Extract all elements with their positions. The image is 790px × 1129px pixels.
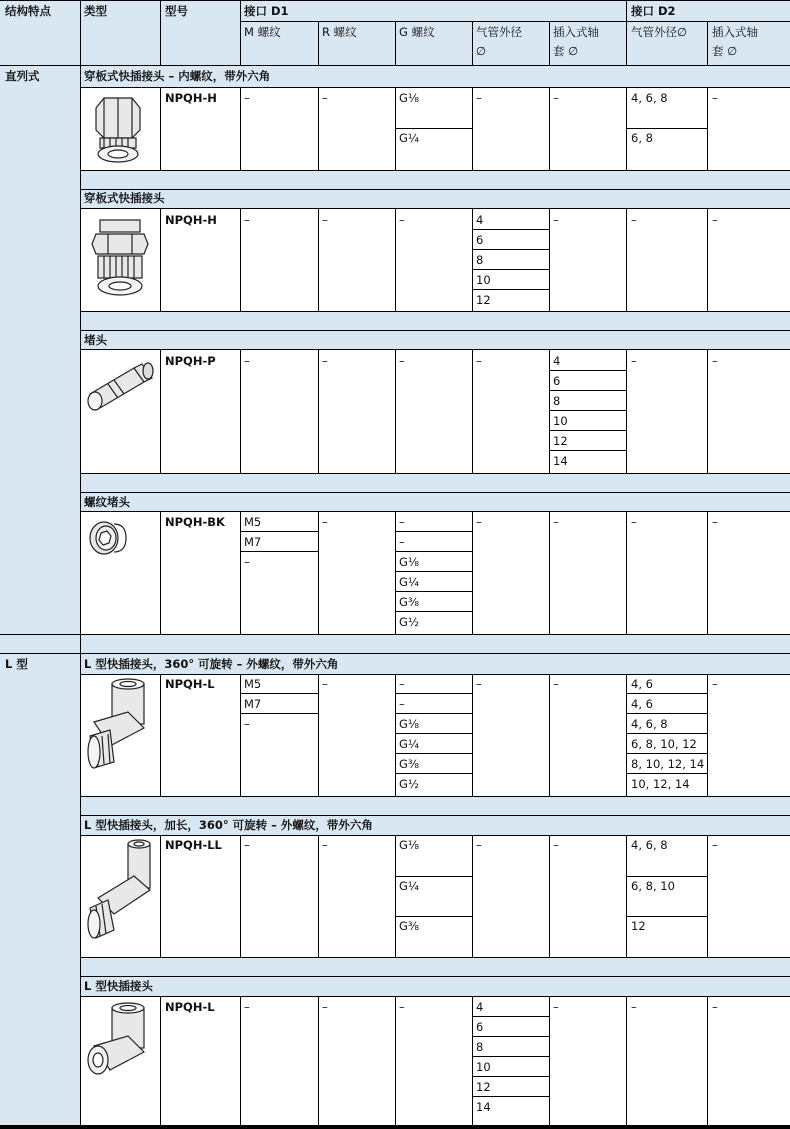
grid-line: [318, 674, 319, 796]
grid-line: [395, 916, 472, 917]
grid-line: [472, 21, 473, 66]
cell-value: –: [322, 677, 328, 691]
grid-line: [549, 21, 550, 66]
cell-value: –: [476, 515, 482, 529]
cell-value: 12: [476, 1080, 491, 1094]
group-gap-shade: [0, 635, 790, 654]
grid-line: [318, 87, 319, 170]
grid-line: [160, 208, 161, 311]
cell-value: 6, 8, 10, 12: [631, 737, 697, 751]
cell-value: G¼: [399, 575, 420, 589]
grid-line: [707, 208, 708, 311]
cell-value: M5: [244, 677, 262, 691]
grid-line: [80, 330, 790, 331]
grid-line: [707, 87, 708, 170]
cell-value: 4, 6: [631, 677, 653, 691]
grid-line: [395, 753, 472, 754]
cell-value: 10, 12, 14: [631, 777, 690, 791]
grid-line: [395, 571, 472, 572]
grid-line: [80, 796, 790, 797]
grid-line: [626, 876, 707, 877]
grid-line: [707, 674, 708, 796]
grid-line: [160, 0, 161, 66]
l-fitting-image: [84, 676, 158, 792]
cell-value: 4: [476, 213, 484, 227]
grid-line: [707, 835, 708, 957]
grid-line: [395, 128, 472, 129]
header-tube-od: 气管外径: [476, 25, 522, 39]
cell-value: –: [244, 354, 250, 368]
grid-line: [472, 87, 473, 170]
cell-value: 12: [476, 293, 491, 307]
header-m-thread: M 螺纹: [244, 25, 281, 39]
cell-value: –: [631, 1000, 637, 1014]
grid-line: [395, 693, 472, 694]
grid-line: [549, 996, 550, 1125]
cell-value: 4, 6, 8: [631, 91, 668, 105]
cell-value: –: [322, 838, 328, 852]
grid-line: [395, 21, 396, 66]
cell-value: –: [631, 354, 637, 368]
cell-value: –: [712, 1000, 718, 1014]
header-tube-od-symbol: ∅: [476, 44, 487, 58]
cell-value: –: [712, 213, 718, 227]
cell-value: –: [476, 838, 482, 852]
grid-line: [472, 1016, 549, 1017]
cell-value: –: [244, 1000, 250, 1014]
bulkhead-fitting-image: [84, 212, 158, 306]
header-type: 类型: [84, 4, 107, 18]
cell-value: 6: [476, 1020, 484, 1034]
cell-value: M5: [244, 515, 262, 529]
grid-line: [626, 0, 627, 66]
cell-value: –: [553, 1000, 559, 1014]
cell-value: 10: [476, 1060, 491, 1074]
cell-value: 10: [476, 273, 491, 287]
grid-line: [160, 511, 161, 634]
grid-line: [549, 390, 626, 391]
grid-line: [395, 591, 472, 592]
grid-line: [240, 713, 318, 714]
cell-value: –: [712, 91, 718, 105]
grid-line: [318, 835, 319, 957]
cell-value: –: [244, 213, 250, 227]
grid-line: [472, 674, 473, 796]
blanking-plug-image: [84, 354, 158, 420]
cell-value: G⅛: [399, 717, 420, 731]
grid-line: [240, 0, 241, 66]
grid-line: [472, 1056, 549, 1057]
cell-value: 4: [476, 1000, 484, 1014]
header-model: 型号: [165, 4, 188, 18]
l-fitting-long-image: [84, 838, 158, 954]
grid-line: [626, 916, 707, 917]
grid-line: [395, 208, 396, 311]
grid-line: [160, 996, 161, 1125]
grid-line: [549, 208, 550, 311]
header-d2-plugin: 插入式轴: [712, 25, 758, 39]
grid-line: [80, 473, 790, 474]
grid-line: [707, 349, 708, 473]
cell-value: 14: [476, 1100, 491, 1114]
header-g-thread: G 螺纹: [399, 25, 435, 39]
grid-line: [472, 835, 473, 957]
grid-line: [626, 753, 707, 754]
grid-line: [80, 996, 790, 997]
cell-value: –: [244, 838, 250, 852]
cell-value: –: [322, 213, 328, 227]
grid-line: [318, 208, 319, 311]
cell-value: –: [399, 697, 405, 711]
grid-line: [395, 511, 396, 634]
header-plugin-2: 套 ∅: [553, 44, 579, 58]
header-port-d2: 接口 D2: [631, 4, 676, 18]
cell-value: –: [712, 354, 718, 368]
grid-line: [626, 733, 707, 734]
cell-value: 12: [631, 919, 646, 933]
grid-line: [472, 349, 473, 473]
section-title: 穿板式快插接头: [84, 191, 165, 205]
cell-value: –: [476, 91, 482, 105]
cell-value: –: [712, 838, 718, 852]
group-straight: 直列式: [5, 69, 40, 83]
cell-value: –: [399, 515, 405, 529]
grid-line: [80, 208, 790, 209]
cell-value: –: [631, 213, 637, 227]
cell-value: –: [244, 717, 250, 731]
grid-line: [472, 511, 473, 634]
header-r-thread: R 螺纹: [322, 25, 357, 39]
cell-value: 4, 6, 8: [631, 717, 668, 731]
cell-value: –: [399, 677, 405, 691]
grid-line: [626, 208, 627, 311]
model-code: NPQH-LL: [165, 838, 222, 852]
grid-line: [626, 349, 627, 473]
grid-line: [0, 653, 790, 654]
grid-line: [80, 349, 790, 350]
section-title: 螺纹堵头: [84, 495, 130, 509]
grid-line: [240, 531, 318, 532]
grid-line: [626, 773, 707, 774]
cell-value: 4: [553, 354, 561, 368]
cell-value: G¼: [399, 737, 420, 751]
cell-value: –: [476, 677, 482, 691]
cell-value: –: [399, 535, 405, 549]
grid-line: [80, 311, 790, 312]
grid-line: [395, 713, 472, 714]
model-code: NPQH-H: [165, 91, 217, 105]
cell-value: 6: [476, 233, 484, 247]
grid-line: [240, 835, 241, 957]
grid-line: [80, 835, 790, 836]
section-title: 堵头: [84, 333, 107, 347]
cell-value: 4, 6, 8: [631, 838, 668, 852]
grid-line: [472, 249, 549, 250]
grid-line: [707, 21, 708, 66]
cell-value: 8, 10, 12, 14: [631, 757, 705, 771]
model-code: NPQH-L: [165, 677, 215, 691]
cell-value: –: [553, 515, 559, 529]
cell-value: G⅛: [399, 555, 420, 569]
cell-value: M7: [244, 535, 262, 549]
cell-value: G⅜: [399, 919, 420, 933]
grid-line: [549, 349, 550, 473]
grid-line: [472, 1096, 549, 1097]
cell-value: –: [476, 354, 482, 368]
model-code: NPQH-BK: [165, 515, 225, 529]
grid-line: [549, 410, 626, 411]
grid-line: [626, 713, 707, 714]
cell-value: M7: [244, 697, 262, 711]
model-code: NPQH-L: [165, 1000, 215, 1014]
cell-value: G¼: [399, 879, 420, 893]
cell-value: –: [322, 354, 328, 368]
grid-line: [160, 835, 161, 957]
cell-value: –: [244, 555, 250, 569]
grid-line: [80, 511, 790, 512]
grid-line: [626, 835, 627, 957]
grid-line: [240, 551, 318, 552]
grid-line: [80, 492, 790, 493]
grid-line: [80, 87, 790, 88]
grid-line: [395, 349, 396, 473]
cell-value: G¼: [399, 131, 420, 145]
grid-line: [160, 349, 161, 473]
grid-line: [549, 674, 550, 796]
grid-line: [318, 996, 319, 1125]
grid-line: [472, 229, 549, 230]
grid-line: [626, 693, 707, 694]
section-title: 穿板式快插接头 – 内螺纹，带外六角: [84, 69, 271, 83]
header-port-d1: 接口 D1: [244, 4, 289, 18]
grid-line: [472, 1036, 549, 1037]
header-d2-plugin-2: 套 ∅: [712, 44, 738, 58]
grid-line: [549, 430, 626, 431]
cell-value: –: [322, 91, 328, 105]
cell-value: G½: [399, 615, 420, 629]
cell-value: –: [712, 515, 718, 529]
threaded-plug-image: [84, 514, 144, 564]
grid-line: [318, 511, 319, 634]
grid-line: [80, 976, 790, 977]
grid-line: [160, 674, 161, 796]
grid-line: [240, 693, 318, 694]
cell-value: 6: [553, 374, 561, 388]
cell-value: –: [553, 838, 559, 852]
grid-line: [395, 611, 472, 612]
grid-line: [707, 511, 708, 634]
cell-value: 6, 8, 10: [631, 879, 675, 893]
grid-line: [626, 511, 627, 634]
header-d2-tube-od: 气管外径∅: [631, 25, 688, 39]
section-title: L 型快插接头: [84, 979, 153, 993]
cell-value: G⅜: [399, 595, 420, 609]
cell-value: –: [399, 213, 405, 227]
grid-line: [318, 21, 319, 66]
grid-line: [240, 349, 241, 473]
cell-value: 10: [553, 414, 568, 428]
cell-value: –: [244, 91, 250, 105]
model-code: NPQH-P: [165, 354, 216, 368]
grid-line: [626, 128, 707, 129]
grid-line: [240, 87, 241, 170]
grid-line: [395, 876, 472, 877]
cell-value: –: [553, 213, 559, 227]
grid-line: [395, 531, 472, 532]
grid-line: [0, 634, 790, 635]
cell-value: –: [399, 354, 405, 368]
cell-value: 8: [476, 253, 484, 267]
model-code: NPQH-H: [165, 213, 217, 227]
grid-line: [395, 773, 472, 774]
grid-line: [395, 551, 472, 552]
group-l-type: L 型: [5, 657, 28, 671]
grid-line: [240, 208, 241, 311]
grid-line: [707, 996, 708, 1125]
cell-value: –: [712, 677, 718, 691]
grid-line: [626, 996, 627, 1125]
grid-line: [240, 996, 241, 1125]
header-plugin: 插入式轴: [553, 25, 599, 39]
grid-line: [472, 289, 549, 290]
section-title: L 型快插接头，360° 可旋转 – 外螺纹，带外六角: [84, 657, 339, 671]
cell-value: –: [322, 1000, 328, 1014]
cell-value: 6, 8: [631, 131, 653, 145]
grid-line: [395, 996, 396, 1125]
cell-value: G½: [399, 777, 420, 791]
grid-line: [240, 511, 241, 634]
cell-value: –: [553, 677, 559, 691]
grid-line: [395, 733, 472, 734]
grid-line: [549, 87, 550, 170]
cell-value: 14: [553, 454, 568, 468]
grid-line: [318, 349, 319, 473]
grid-line: [395, 835, 396, 957]
bulkhead-fitting-image: [84, 90, 158, 166]
grid-line: [0, 0, 790, 1]
grid-line: [472, 269, 549, 270]
cell-value: 12: [553, 434, 568, 448]
l-fitting-image: [84, 1000, 158, 1116]
grid-line: [549, 511, 550, 634]
grid-line: [80, 957, 790, 958]
left-column-shade: [0, 66, 80, 1129]
cell-value: 4, 6: [631, 697, 653, 711]
grid-line: [549, 370, 626, 371]
grid-line: [80, 674, 790, 675]
cell-value: –: [399, 1000, 405, 1014]
grid-line: [472, 208, 473, 311]
grid-line: [80, 815, 790, 816]
cell-value: 8: [476, 1040, 484, 1054]
cell-value: –: [322, 515, 328, 529]
cell-value: –: [631, 515, 637, 529]
grid-line: [160, 87, 161, 170]
grid-line: [472, 1076, 549, 1077]
grid-line: [80, 0, 81, 1129]
section-title: L 型快插接头，加长，360° 可旋转 – 外螺纹，带外六角: [84, 818, 373, 832]
cell-value: G⅜: [399, 757, 420, 771]
grid-line: [0, 1125, 790, 1129]
cell-value: –: [553, 91, 559, 105]
cell-value: G⅛: [399, 91, 420, 105]
cell-value: 8: [553, 394, 561, 408]
header-structure: 结构特点: [5, 4, 51, 18]
grid-line: [549, 450, 626, 451]
grid-line: [549, 835, 550, 957]
grid-line: [80, 170, 790, 171]
grid-line: [80, 189, 790, 190]
cell-value: G⅛: [399, 838, 420, 852]
